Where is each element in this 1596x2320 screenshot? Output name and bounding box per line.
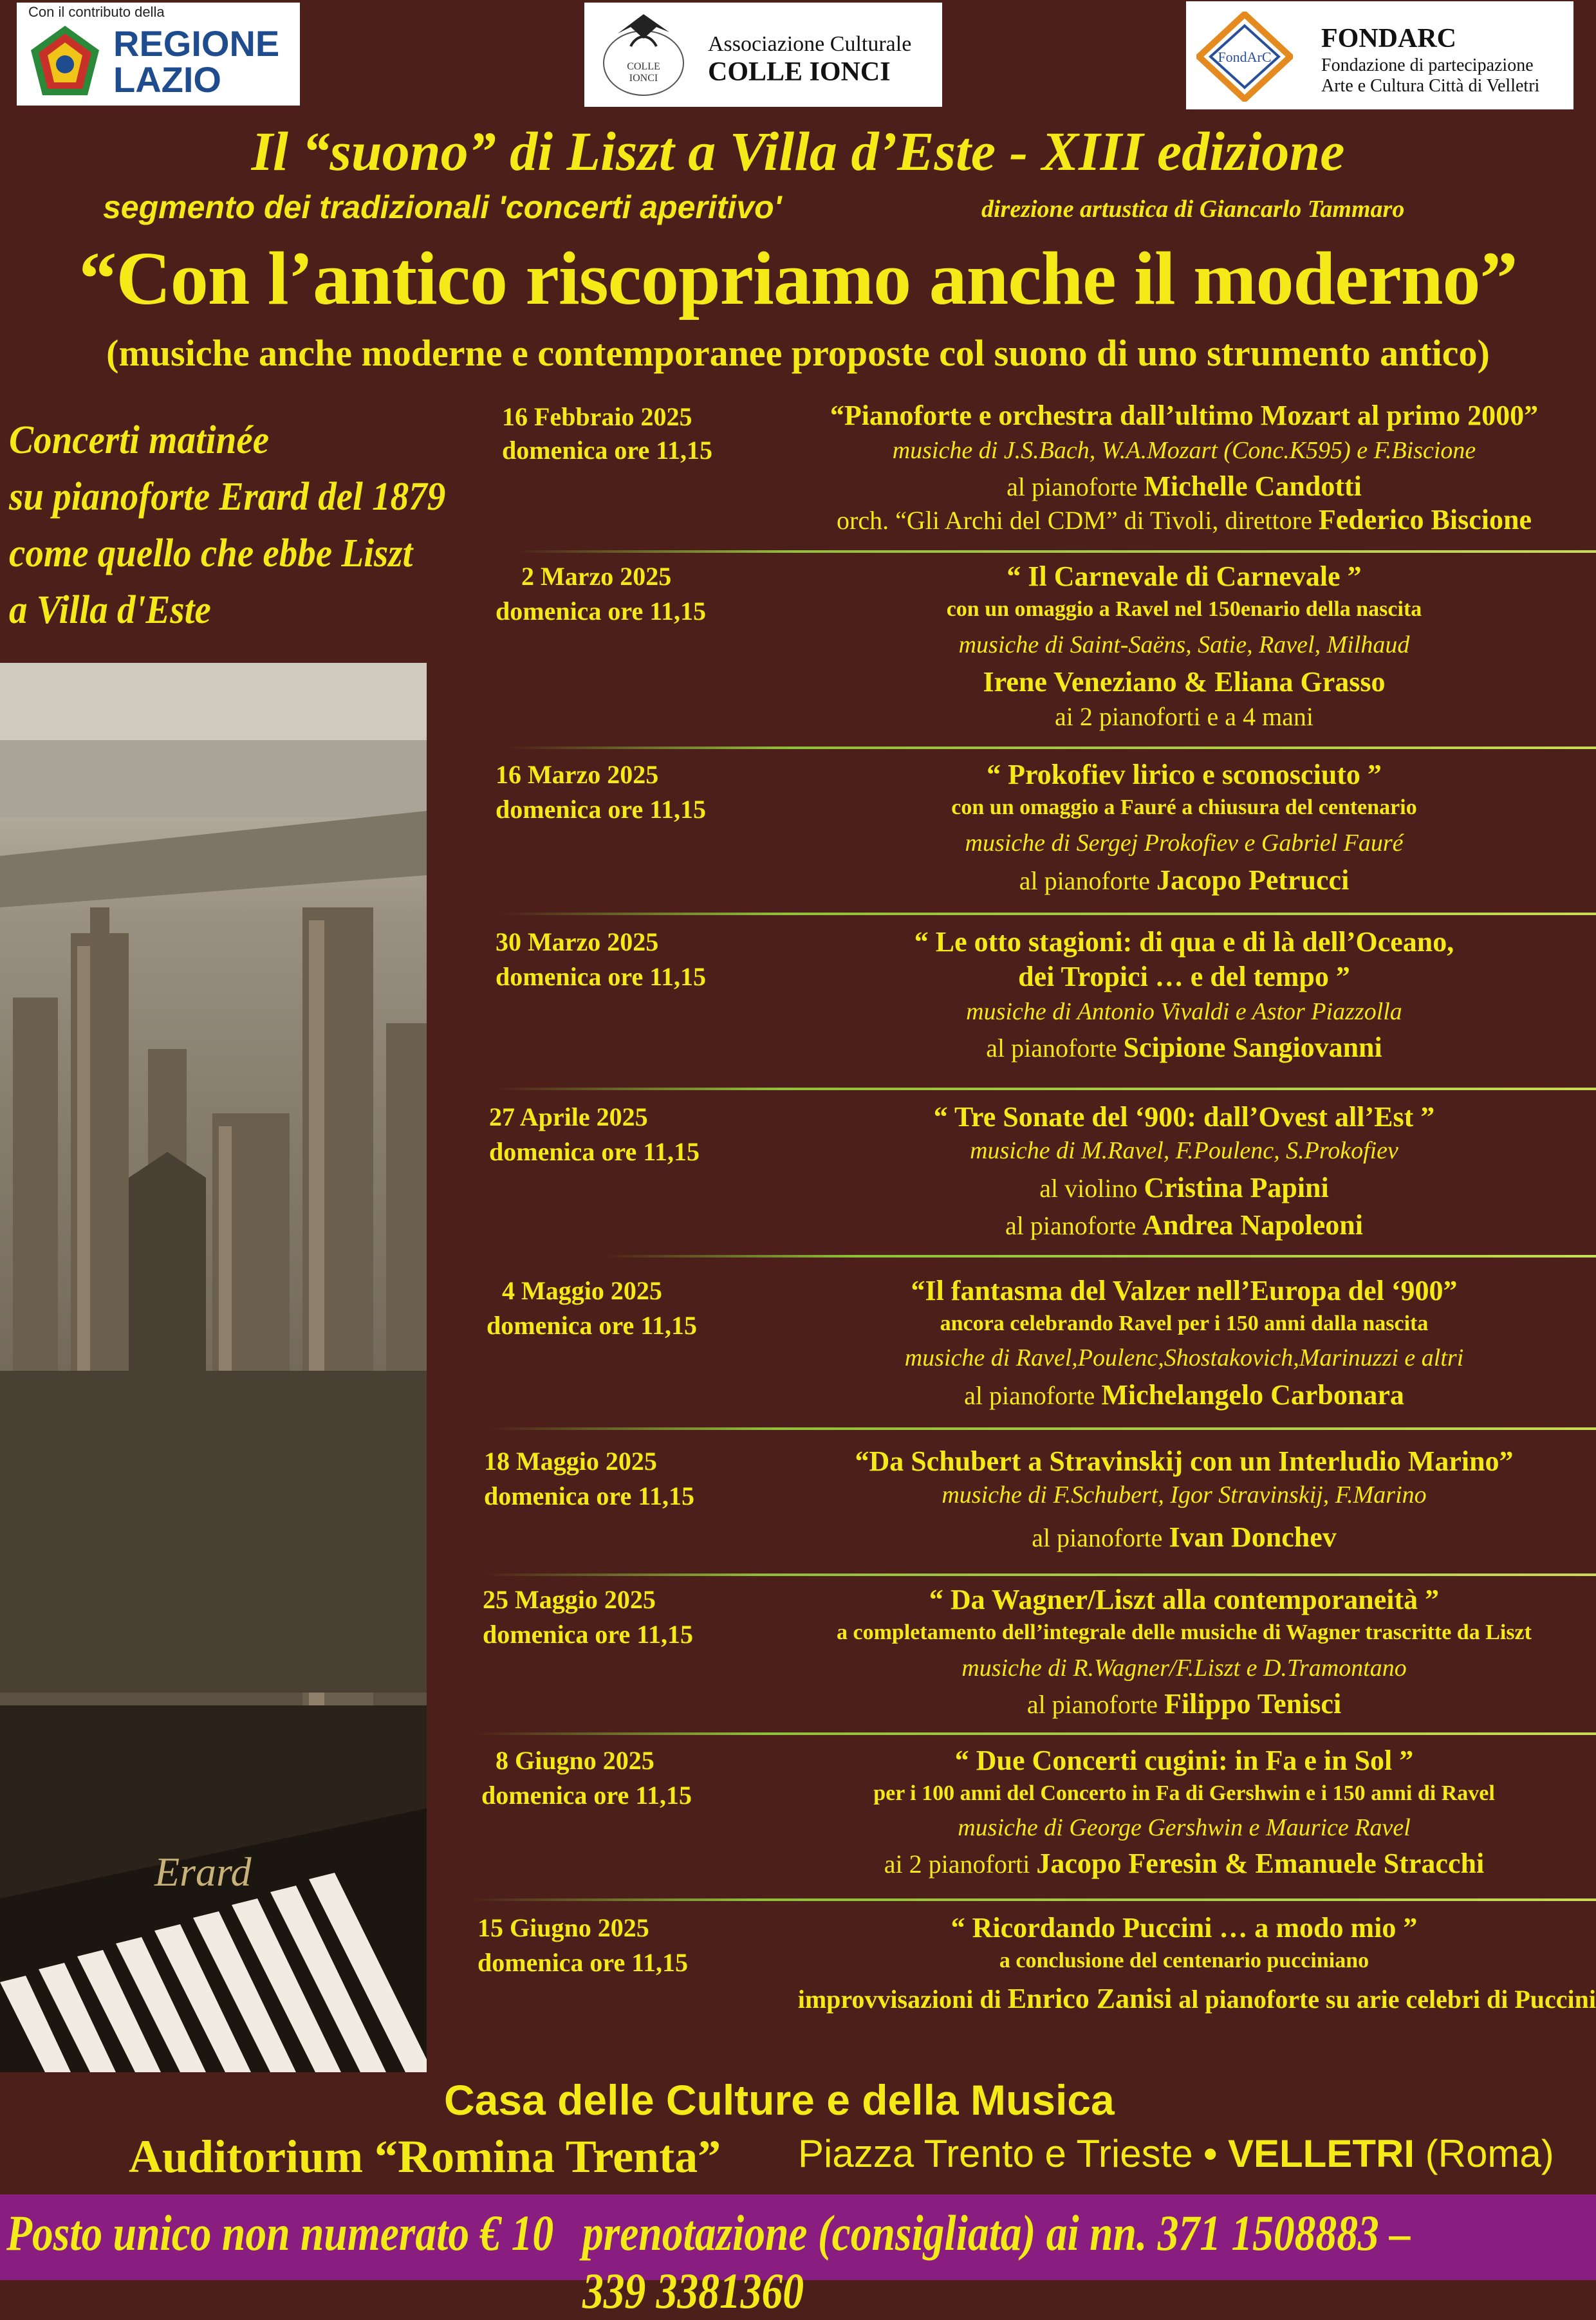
concert-performer: al pianoforte Scipione Sangiovanni bbox=[986, 1032, 1382, 1063]
fondarc-logo bbox=[1186, 1, 1573, 109]
venue-name: Casa delle Culture e della Musica bbox=[444, 2076, 1115, 2124]
concert-music: musiche di F.Schubert, Igor Stravinskij, F.Marino bbox=[942, 1481, 1427, 1508]
concert-time: domenica ore 11,15 bbox=[484, 1481, 695, 1510]
concert-performer: improvvisazioni di Enrico Zanisi al pianoforte su arie celebri di Puccini bbox=[797, 1983, 1596, 2014]
concert-entry bbox=[470, 925, 1596, 1080]
concert-date: 15 Giugno 2025 bbox=[478, 1913, 649, 1942]
concert-time: domenica ore 11,15 bbox=[496, 597, 707, 626]
skyline-piano-photo bbox=[0, 663, 427, 2072]
concert-music: musiche di Saint-Saëns, Satie, Ravel, Milhaud bbox=[958, 631, 1410, 658]
concert-date: 18 Maggio 2025 bbox=[484, 1447, 657, 1476]
concert-title: “Pianoforte e orchestra dall’ultimo Mozart al primo 2000” bbox=[830, 400, 1539, 431]
concert-date: 4 Maggio 2025 bbox=[502, 1276, 662, 1305]
concert-note: per i 100 anni del Concerto in Fa di Gershwin e i 150 anni di Ravel bbox=[873, 1781, 1495, 1805]
concert-title: “Da Schubert a Stravinskij con un Interludio Marino” bbox=[855, 1445, 1514, 1477]
concert-title: “ Il Carnevale di Carnevale ” bbox=[1007, 561, 1362, 592]
concert-divider bbox=[605, 1255, 1596, 1257]
fondarc-subtitle: Fondazione di partecipazione Arte e Cultura Città di Velletri bbox=[1321, 55, 1540, 96]
concert-time: domenica ore 11,15 bbox=[487, 1311, 698, 1340]
colle-emblem-text-1: COLLE bbox=[627, 61, 660, 72]
concert-music: musiche di George Gershwin e Maurice Ravel bbox=[958, 1814, 1411, 1841]
concert-performer: al pianoforte Ivan Donchev bbox=[1032, 1521, 1337, 1553]
concert-performer: al pianoforte Filippo Tenisci bbox=[1026, 1688, 1342, 1720]
concert-title: “ Le otto stagioni: di qua e di là dell’Oceano, bbox=[914, 926, 1454, 958]
concert-performer: al pianoforte Michelangelo Carbonara bbox=[964, 1379, 1404, 1411]
concert-entry bbox=[470, 1583, 1596, 1738]
colle-emblem-text-2: IONCI bbox=[629, 73, 658, 84]
concert-music: musiche di Antonio Vivaldi e Astor Piazzolla bbox=[966, 998, 1402, 1025]
season-motto-subtitle: (musiche anche moderne e contemporanee proposte col suono di uno strumento antico) bbox=[106, 332, 1490, 374]
concert-date: 30 Marzo 2025 bbox=[496, 927, 659, 956]
skyline-illustration bbox=[0, 663, 427, 2072]
concert-time: domenica ore 11,15 bbox=[502, 436, 713, 465]
concert-entry bbox=[470, 560, 1596, 740]
concert-entry bbox=[470, 399, 1596, 547]
booking-info: prenotazione (consigliata) ai nn. 371 1508883 – 339 3381360 bbox=[582, 2205, 1411, 2319]
concert-note: con un omaggio a Fauré a chiusura del centenario bbox=[951, 795, 1417, 819]
concert-orchestra: orch. “Gli Archi del CDM” di Tivoli, direttore Federico Biscione bbox=[837, 504, 1532, 535]
concert-time: domenica ore 11,15 bbox=[481, 1781, 692, 1810]
concert-entry bbox=[470, 1274, 1596, 1429]
lazio-contribution-text: Con il contributo della bbox=[28, 4, 165, 20]
season-motto: “Con l’antico riscopriamo anche il moderno” bbox=[79, 236, 1517, 320]
concert-entry bbox=[470, 1100, 1596, 1261]
concert-divider bbox=[476, 1732, 1596, 1735]
concert-music: musiche di R.Wagner/F.Liszt e D.Tramontano bbox=[961, 1655, 1407, 1682]
concert-title-line2: dei Tropici … e del tempo ” bbox=[1018, 961, 1350, 992]
colle-ionci-association: Associazione Culturale bbox=[708, 32, 912, 56]
fondarc-title: FONDARC bbox=[1321, 24, 1456, 53]
concert-time: domenica ore 11,15 bbox=[489, 1137, 700, 1166]
concert-time: domenica ore 11,15 bbox=[483, 1620, 694, 1649]
concert-divider bbox=[502, 913, 1596, 915]
colle-ionci-logo bbox=[584, 3, 942, 107]
matinee-description: Concerti matinée su pianoforte Erard del 1879 come quello che ebbe Liszt a Villa d'Este bbox=[9, 418, 446, 632]
concert-time: domenica ore 11,15 bbox=[478, 1948, 689, 1977]
colle-ionci-emblem-icon bbox=[592, 8, 695, 103]
concert-title: “ Tre Sonate del ‘900: dall’Ovest all’Est ” bbox=[933, 1101, 1435, 1133]
venue-address: Piazza Trento e Trieste • VELLETRI (Roma) bbox=[798, 2132, 1554, 2175]
concert-time: domenica ore 11,15 bbox=[496, 962, 707, 991]
concert-entry bbox=[470, 1911, 1596, 2040]
concert-date: 8 Giugno 2025 bbox=[496, 1746, 654, 1775]
concert-note: ancora celebrando Ravel per i 150 anni dalla nascita bbox=[940, 1312, 1429, 1335]
concert-music: musiche di Ravel,Poulenc,Shostakovich,Marinuzzi e altri bbox=[904, 1344, 1464, 1371]
erard-brand-text: Erard bbox=[154, 1849, 252, 1895]
concert-performer: al pianoforte Jacopo Petrucci bbox=[1019, 864, 1350, 896]
concert-divider bbox=[496, 1088, 1596, 1090]
concert-divider bbox=[515, 550, 1596, 553]
concert-performer: al pianoforte Michelle Candotti bbox=[1007, 470, 1362, 502]
concert-date: 25 Maggio 2025 bbox=[483, 1585, 656, 1614]
concert-entry bbox=[470, 1445, 1596, 1580]
concert-performer: al violino Cristina Papini bbox=[1039, 1172, 1329, 1203]
concert-note: a conclusione del centenario pucciniano bbox=[999, 1949, 1369, 1972]
auditorium-name: Auditorium “Romina Trenta” bbox=[129, 2131, 721, 2182]
concert-entry bbox=[470, 1744, 1596, 1898]
concert-title: “ Da Wagner/Liszt alla contemporaneità ” bbox=[929, 1584, 1440, 1615]
concert-note: con un omaggio a Ravel nel 150enario della nascita bbox=[946, 597, 1422, 621]
concert-music: musiche di J.S.Bach, W.A.Mozart (Conc.K595) e F.Biscione bbox=[892, 437, 1476, 464]
concert-music: musiche di Sergej Prokofiev e Gabriel Fauré bbox=[965, 830, 1404, 857]
regione-lazio-logo bbox=[17, 3, 300, 106]
concert-performer-2: al pianoforte Andrea Napoleoni bbox=[1005, 1209, 1363, 1241]
concert-divider bbox=[508, 747, 1596, 749]
concert-date: 2 Marzo 2025 bbox=[521, 562, 672, 591]
lazio-emblem-icon bbox=[28, 24, 102, 98]
concert-date: 16 Febbraio 2025 bbox=[502, 402, 692, 431]
concert-title: “Il fantasma del Valzer nell’Europa del ‘900” bbox=[911, 1275, 1458, 1306]
concert-entry bbox=[470, 758, 1596, 906]
lazio-name: REGIONE LAZIO bbox=[113, 23, 280, 100]
artistic-direction: direzione artustica di Giancarlo Tammaro bbox=[981, 196, 1405, 223]
concert-title: “ Due Concerti cugini: in Fa e in Sol ” bbox=[954, 1745, 1414, 1776]
festival-title: Il “suono” di Liszt a Villa d’Este - XIII edizione bbox=[251, 120, 1345, 182]
concert-divider bbox=[470, 1898, 1596, 1901]
concert-time: domenica ore 11,15 bbox=[496, 795, 707, 824]
ticket-price: Posto unico non numerato € 10 bbox=[6, 2205, 554, 2261]
concert-divider bbox=[489, 1427, 1596, 1430]
festival-subtitle: segmento dei tradizionali 'concerti aperitivo' bbox=[103, 189, 782, 225]
colle-ionci-name: COLLE IONCI bbox=[708, 57, 891, 87]
concert-title: “ Ricordando Puccini … a modo mio ” bbox=[951, 1912, 1418, 1944]
concert-note: a completamento dell’integrale delle musiche di Wagner trascritte da Liszt bbox=[837, 1620, 1532, 1644]
concert-date: 27 Aprile 2025 bbox=[489, 1102, 648, 1131]
concert-title: “ Prokofiev lirico e sconosciuto ” bbox=[987, 759, 1382, 790]
fondarc-emblem-icon bbox=[1196, 12, 1293, 102]
concert-date: 16 Marzo 2025 bbox=[496, 760, 659, 789]
concert-performer: ai 2 pianoforti Jacopo Feresin & Emanuele Stracchi bbox=[884, 1848, 1485, 1879]
concert-divider bbox=[483, 1573, 1596, 1576]
fondarc-emblem-text: FondArC bbox=[1218, 49, 1272, 65]
concert-music: musiche di M.Ravel, F.Poulenc, S.Prokofiev bbox=[970, 1137, 1398, 1164]
concert-instrument: ai 2 pianoforti e a 4 mani bbox=[1054, 702, 1314, 731]
concert-performer: Irene Veneziano & Eliana Grasso bbox=[983, 666, 1386, 698]
